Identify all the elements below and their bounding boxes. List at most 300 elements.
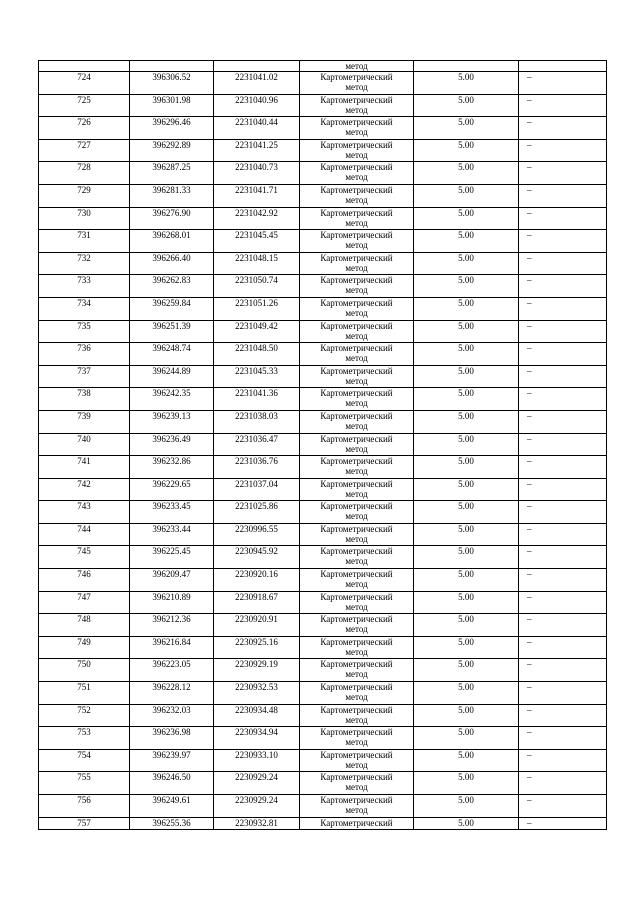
cell-accuracy: 5.00 bbox=[414, 636, 519, 659]
cell-method bbox=[300, 569, 414, 592]
cell-point-number: 738 bbox=[39, 388, 130, 411]
table-row bbox=[39, 184, 607, 207]
method-line-1: Картометрический bbox=[320, 72, 393, 82]
cell-point-number: 744 bbox=[39, 523, 130, 546]
cell-x bbox=[130, 61, 214, 72]
table-row bbox=[39, 230, 607, 253]
cell-accuracy: 5.00 bbox=[414, 659, 519, 682]
cell-x-coordinate: 396281.33 bbox=[130, 184, 214, 207]
method-line-2: метод bbox=[345, 669, 368, 680]
cell-y-coordinate: 2230996.55 bbox=[214, 523, 300, 546]
method-line-2: метод bbox=[345, 127, 368, 138]
cell-y-coordinate: 2230934.94 bbox=[214, 727, 300, 750]
cell-accuracy: 5.00 bbox=[414, 817, 519, 829]
cell-x-coordinate: 396239.13 bbox=[130, 410, 214, 433]
cell-x-coordinate: 396233.45 bbox=[130, 501, 214, 524]
cell-accuracy: 5.00 bbox=[414, 388, 519, 411]
cell-method bbox=[300, 456, 414, 479]
cell-y-coordinate: 2230932.81 bbox=[214, 817, 300, 829]
cell-note: – bbox=[519, 795, 607, 818]
cell-x-coordinate: 396268.01 bbox=[130, 230, 214, 253]
cell-y-coordinate: 2230945.92 bbox=[214, 546, 300, 569]
method-line-2: метод bbox=[345, 104, 368, 115]
cell-method bbox=[300, 795, 414, 818]
cell-note: – bbox=[519, 207, 607, 230]
cell-y-coordinate: 2231041.25 bbox=[214, 139, 300, 162]
cell-point-number: 757 bbox=[39, 817, 130, 829]
table-row bbox=[39, 410, 607, 433]
cell-accuracy: 5.00 bbox=[414, 410, 519, 433]
cell-note: – bbox=[519, 501, 607, 524]
cell-point-number: 742 bbox=[39, 478, 130, 501]
cell-x-coordinate: 396239.97 bbox=[130, 749, 214, 772]
method-line-2: метод bbox=[345, 285, 368, 296]
cell-x-coordinate: 396225.45 bbox=[130, 546, 214, 569]
cell-x-coordinate: 396242.35 bbox=[130, 388, 214, 411]
cell-method bbox=[300, 388, 414, 411]
cell-note: – bbox=[519, 162, 607, 185]
cell-accuracy: 5.00 bbox=[414, 501, 519, 524]
cell-y-coordinate: 2231025.86 bbox=[214, 501, 300, 524]
method-line-2: метод bbox=[345, 82, 368, 92]
cell-note: – bbox=[519, 230, 607, 253]
cell-point-number: 726 bbox=[39, 117, 130, 140]
cell-x-coordinate: 396249.61 bbox=[130, 795, 214, 818]
method-line-1: Картометрический bbox=[320, 795, 393, 805]
cell-y-coordinate: 2230920.91 bbox=[214, 614, 300, 637]
cell-method: Картометрический bbox=[300, 817, 414, 829]
cell-x-coordinate: 396248.74 bbox=[130, 343, 214, 366]
method-line-1: Картометрический bbox=[320, 478, 393, 489]
method-line-1: Картометрический bbox=[320, 410, 393, 421]
cell-point-number: 732 bbox=[39, 252, 130, 275]
cell-note: – bbox=[519, 523, 607, 546]
cell-y-coordinate: 2231045.33 bbox=[214, 365, 300, 388]
method-line-1: Картометрический bbox=[320, 456, 393, 467]
cell-accuracy: 5.00 bbox=[414, 365, 519, 388]
cell-method bbox=[300, 184, 414, 207]
cell-x-coordinate: 396236.98 bbox=[130, 727, 214, 750]
cell-x-coordinate: 396223.05 bbox=[130, 659, 214, 682]
cell-note: – bbox=[519, 456, 607, 479]
table-row bbox=[39, 501, 607, 524]
method-line-1: Картометрический bbox=[320, 682, 393, 693]
method-line-1: Картометрический bbox=[320, 704, 393, 715]
table-row bbox=[39, 478, 607, 501]
cell-y-coordinate: 2230933.10 bbox=[214, 749, 300, 772]
cell-note: – bbox=[519, 478, 607, 501]
table-row bbox=[39, 523, 607, 546]
table-row bbox=[39, 207, 607, 230]
cell-point-number: 756 bbox=[39, 795, 130, 818]
cell-note: – bbox=[519, 659, 607, 682]
cell-accuracy: 5.00 bbox=[414, 456, 519, 479]
cell-point-number: 741 bbox=[39, 456, 130, 479]
method-line-2: метод bbox=[345, 353, 368, 364]
cell-x-coordinate: 396233.44 bbox=[130, 523, 214, 546]
method-line-2: метод bbox=[345, 805, 368, 815]
table-row bbox=[39, 456, 607, 479]
cell-x-coordinate: 396306.52 bbox=[130, 72, 214, 95]
cell-method bbox=[300, 139, 414, 162]
method-line-1: Картометрический bbox=[320, 343, 393, 354]
table-row bbox=[39, 320, 607, 343]
method-line-1: Картометрический bbox=[320, 591, 393, 602]
cell-accuracy: 5.00 bbox=[414, 478, 519, 501]
method-line-1: Картометрический bbox=[320, 636, 393, 647]
cell-point-number: 753 bbox=[39, 727, 130, 750]
cell-note: – bbox=[519, 388, 607, 411]
cell-point-number: 751 bbox=[39, 682, 130, 705]
method-line-1: Картометрический bbox=[320, 388, 393, 399]
cell-y-coordinate: 2231040.44 bbox=[214, 117, 300, 140]
table-row bbox=[39, 569, 607, 592]
cell-accuracy: 5.00 bbox=[414, 614, 519, 637]
cell-x-coordinate: 396262.83 bbox=[130, 275, 214, 298]
cell-point-number: 748 bbox=[39, 614, 130, 637]
cell-point-number: 754 bbox=[39, 749, 130, 772]
table-row bbox=[39, 297, 607, 320]
cell-y-coordinate: 2231050.74 bbox=[214, 275, 300, 298]
cell-x-coordinate: 396301.98 bbox=[130, 94, 214, 117]
cell-point-number: 745 bbox=[39, 546, 130, 569]
cell-accuracy: 5.00 bbox=[414, 749, 519, 772]
cell-point-number: 755 bbox=[39, 772, 130, 795]
method-line-1: Картометрический bbox=[320, 365, 393, 376]
method-line-2: метод bbox=[345, 443, 368, 454]
cell-point-number: 740 bbox=[39, 433, 130, 456]
cell-note: – bbox=[519, 275, 607, 298]
method-line-2: метод bbox=[345, 240, 368, 251]
cell-y-coordinate: 2231048.15 bbox=[214, 252, 300, 275]
cell-method bbox=[300, 320, 414, 343]
cell-note: – bbox=[519, 365, 607, 388]
coordinates-table bbox=[38, 60, 607, 830]
method-line-1: Картометрический bbox=[320, 94, 393, 105]
cell-point-number: 739 bbox=[39, 410, 130, 433]
method-line-1: Картометрический bbox=[320, 501, 393, 512]
cell-accuracy: 5.00 bbox=[414, 117, 519, 140]
cell-y-coordinate: 2230932.53 bbox=[214, 682, 300, 705]
cell-x-coordinate: 396244.89 bbox=[130, 365, 214, 388]
method-line-2: метод bbox=[345, 556, 368, 567]
cell-y-coordinate: 2231049.42 bbox=[214, 320, 300, 343]
cell-accuracy: 5.00 bbox=[414, 252, 519, 275]
cell-y-coordinate: 2230918.67 bbox=[214, 591, 300, 614]
cell-x-coordinate: 396210.89 bbox=[130, 591, 214, 614]
cell-point-number: 743 bbox=[39, 501, 130, 524]
cell-x-coordinate: 396246.50 bbox=[130, 772, 214, 795]
method-line-1: Картометрический bbox=[320, 614, 393, 625]
cell-x-coordinate: 396229.65 bbox=[130, 478, 214, 501]
cell-y-coordinate: 2231036.76 bbox=[214, 456, 300, 479]
table-row bbox=[39, 388, 607, 411]
cell-point-number: 747 bbox=[39, 591, 130, 614]
cell-point-number: 728 bbox=[39, 162, 130, 185]
cell-note: – bbox=[519, 546, 607, 569]
cell-point-number: 749 bbox=[39, 636, 130, 659]
cell-method bbox=[300, 659, 414, 682]
cell-accuracy: 5.00 bbox=[414, 230, 519, 253]
table-row bbox=[39, 682, 607, 705]
cell-n bbox=[39, 61, 130, 72]
cell-x-coordinate: 396236.49 bbox=[130, 433, 214, 456]
cell-method bbox=[300, 501, 414, 524]
table-row bbox=[39, 117, 607, 140]
cell-note: – bbox=[519, 704, 607, 727]
cell-note: – bbox=[519, 297, 607, 320]
cell-accuracy: 5.00 bbox=[414, 139, 519, 162]
cell-y-coordinate: 2230934.48 bbox=[214, 704, 300, 727]
cell-method bbox=[300, 704, 414, 727]
method-line-1: Картометрический bbox=[320, 275, 393, 286]
cell-method bbox=[300, 117, 414, 140]
cell-x-coordinate: 396216.84 bbox=[130, 636, 214, 659]
cell-x-coordinate: 396255.36 bbox=[130, 817, 214, 829]
cell-accuracy: 5.00 bbox=[414, 94, 519, 117]
cell-method bbox=[300, 207, 414, 230]
cell-y-coordinate: 2230929.24 bbox=[214, 795, 300, 818]
cell-accuracy: 5.00 bbox=[414, 704, 519, 727]
cell-point-number: 734 bbox=[39, 297, 130, 320]
method-line-2: метод bbox=[345, 533, 368, 544]
cell-y-coordinate: 2231037.04 bbox=[214, 478, 300, 501]
method-line-2: метод bbox=[345, 579, 368, 590]
cell-note: – bbox=[519, 682, 607, 705]
cell-point-number: 733 bbox=[39, 275, 130, 298]
method-line-2: метод bbox=[345, 624, 368, 635]
cell-method bbox=[300, 162, 414, 185]
method-line-1: Картометрический bbox=[320, 749, 393, 760]
cell-accuracy: 5.00 bbox=[414, 320, 519, 343]
cell-accuracy bbox=[414, 61, 519, 72]
cell-note: – bbox=[519, 320, 607, 343]
cell-y bbox=[214, 61, 300, 72]
cell-x-coordinate: 396296.46 bbox=[130, 117, 214, 140]
method-line-1: Картометрический bbox=[320, 139, 393, 150]
cell-y-coordinate: 2231041.71 bbox=[214, 184, 300, 207]
cell-note: – bbox=[519, 72, 607, 95]
table-row bbox=[39, 636, 607, 659]
method-line-1: Картометрический bbox=[320, 659, 393, 670]
cell-note: – bbox=[519, 343, 607, 366]
method-line-2: метод bbox=[345, 398, 368, 409]
cell-point-number: 752 bbox=[39, 704, 130, 727]
cell-method bbox=[300, 94, 414, 117]
cell-method bbox=[300, 772, 414, 795]
cell-x-coordinate: 396287.25 bbox=[130, 162, 214, 185]
cell-y-coordinate: 2231036.47 bbox=[214, 433, 300, 456]
method-line-2: метод bbox=[345, 420, 368, 431]
cell-note: – bbox=[519, 749, 607, 772]
table-row bbox=[39, 772, 607, 795]
cell-point-number: 730 bbox=[39, 207, 130, 230]
cell-note: – bbox=[519, 636, 607, 659]
method-line-2: метод bbox=[345, 646, 368, 657]
cell-method bbox=[300, 614, 414, 637]
cell-method bbox=[300, 252, 414, 275]
cell-method: метод bbox=[300, 61, 414, 72]
table-row bbox=[39, 72, 607, 95]
cell-note: – bbox=[519, 252, 607, 275]
cell-note bbox=[519, 61, 607, 72]
table-row bbox=[39, 365, 607, 388]
method-line-2: метод bbox=[345, 714, 368, 725]
method-line-2: метод bbox=[345, 692, 368, 703]
method-line-2: метод bbox=[345, 262, 368, 273]
method-line-2: метод bbox=[345, 759, 368, 770]
method-line-1: Картометрический bbox=[320, 162, 393, 173]
table-row bbox=[39, 591, 607, 614]
cell-note: – bbox=[519, 772, 607, 795]
table-row bbox=[39, 139, 607, 162]
method-line-1: Картометрический bbox=[320, 230, 393, 241]
method-line-2: метод bbox=[345, 782, 368, 793]
cell-accuracy: 5.00 bbox=[414, 72, 519, 95]
table-row bbox=[39, 162, 607, 185]
cell-note: – bbox=[519, 433, 607, 456]
cell-point-number: 736 bbox=[39, 343, 130, 366]
cell-x-coordinate: 396259.84 bbox=[130, 297, 214, 320]
method-line-1: Картометрический bbox=[320, 207, 393, 218]
cell-note: – bbox=[519, 117, 607, 140]
cell-method bbox=[300, 591, 414, 614]
cell-y-coordinate: 2231041.02 bbox=[214, 72, 300, 95]
cell-method bbox=[300, 410, 414, 433]
cell-note: – bbox=[519, 139, 607, 162]
cell-accuracy: 5.00 bbox=[414, 795, 519, 818]
method-line-1: Картометрический bbox=[320, 546, 393, 557]
method-line-1: Картометрический bbox=[320, 523, 393, 534]
cell-y-coordinate: 2231051.26 bbox=[214, 297, 300, 320]
cell-method bbox=[300, 343, 414, 366]
cell-accuracy: 5.00 bbox=[414, 297, 519, 320]
table-row bbox=[39, 727, 607, 750]
cell-point-number: 724 bbox=[39, 72, 130, 95]
cell-accuracy: 5.00 bbox=[414, 184, 519, 207]
cell-note: – bbox=[519, 184, 607, 207]
cell-note: – bbox=[519, 94, 607, 117]
method-line-2: метод bbox=[345, 601, 368, 612]
cell-y-coordinate: 2231048.50 bbox=[214, 343, 300, 366]
cell-y-coordinate: 2231041.36 bbox=[214, 388, 300, 411]
method-line-1: Картометрический bbox=[320, 184, 393, 195]
table-row bbox=[39, 275, 607, 298]
cell-x-coordinate: 396209.47 bbox=[130, 569, 214, 592]
table-row bbox=[39, 795, 607, 818]
cell-y-coordinate: 2231038.03 bbox=[214, 410, 300, 433]
cell-y-coordinate: 2230929.24 bbox=[214, 772, 300, 795]
method-line-1: Картометрический bbox=[320, 297, 393, 308]
table-row bbox=[39, 252, 607, 275]
method-line-1: Картометрический bbox=[320, 772, 393, 783]
cell-point-number: 729 bbox=[39, 184, 130, 207]
cell-accuracy: 5.00 bbox=[414, 523, 519, 546]
cell-x-coordinate: 396251.39 bbox=[130, 320, 214, 343]
cell-method bbox=[300, 275, 414, 298]
method-line-2: метод bbox=[345, 194, 368, 205]
cell-method bbox=[300, 682, 414, 705]
table-row bbox=[39, 704, 607, 727]
method-line-1: Картометрический bbox=[320, 569, 393, 580]
cell-x-coordinate: 396292.89 bbox=[130, 139, 214, 162]
cell-accuracy: 5.00 bbox=[414, 433, 519, 456]
method-line-2: метод bbox=[345, 217, 368, 228]
cell-accuracy: 5.00 bbox=[414, 207, 519, 230]
cell-accuracy: 5.00 bbox=[414, 275, 519, 298]
method-line-1: Картометрический bbox=[320, 117, 393, 128]
cell-note: – bbox=[519, 591, 607, 614]
cell-y-coordinate: 2231040.96 bbox=[214, 94, 300, 117]
method-line-2: метод bbox=[345, 307, 368, 318]
cell-y-coordinate: 2230920.16 bbox=[214, 569, 300, 592]
cell-x-coordinate: 396276.90 bbox=[130, 207, 214, 230]
cell-method bbox=[300, 749, 414, 772]
method-line-2: метод bbox=[345, 511, 368, 522]
cell-method bbox=[300, 433, 414, 456]
cell-accuracy: 5.00 bbox=[414, 162, 519, 185]
method-line-2: метод bbox=[345, 375, 368, 386]
cell-point-number: 737 bbox=[39, 365, 130, 388]
method-line-2: метод bbox=[345, 737, 368, 748]
cell-x-coordinate: 396228.12 bbox=[130, 682, 214, 705]
table-row bbox=[39, 343, 607, 366]
cell-method bbox=[300, 230, 414, 253]
method-line-2: метод bbox=[345, 488, 368, 499]
table-row bbox=[39, 433, 607, 456]
cell-accuracy: 5.00 bbox=[414, 772, 519, 795]
cell-point-number: 725 bbox=[39, 94, 130, 117]
cell-x-coordinate: 396232.86 bbox=[130, 456, 214, 479]
cell-point-number: 735 bbox=[39, 320, 130, 343]
cell-method bbox=[300, 523, 414, 546]
cell-note: – bbox=[519, 614, 607, 637]
cell-point-number: 746 bbox=[39, 569, 130, 592]
continued-row bbox=[39, 61, 607, 72]
cell-note: – bbox=[519, 410, 607, 433]
cell-y-coordinate: 2230929.19 bbox=[214, 659, 300, 682]
cell-method bbox=[300, 365, 414, 388]
cell-accuracy: 5.00 bbox=[414, 682, 519, 705]
cell-note: – bbox=[519, 817, 607, 829]
cell-y-coordinate: 2231045.45 bbox=[214, 230, 300, 253]
table-row bbox=[39, 817, 607, 829]
cell-note: – bbox=[519, 727, 607, 750]
cell-method bbox=[300, 636, 414, 659]
method-line-1: Картометрический bbox=[320, 320, 393, 331]
method-line-1: Картометрический bbox=[320, 252, 393, 263]
cell-method bbox=[300, 727, 414, 750]
cell-method bbox=[300, 297, 414, 320]
method-line-1: Картометрический bbox=[320, 727, 393, 738]
cell-x-coordinate: 396232.03 bbox=[130, 704, 214, 727]
cell-y-coordinate: 2230925.16 bbox=[214, 636, 300, 659]
cell-x-coordinate: 396266.40 bbox=[130, 252, 214, 275]
cell-method bbox=[300, 546, 414, 569]
cell-point-number: 750 bbox=[39, 659, 130, 682]
method-line-1: Картометрический bbox=[320, 433, 393, 444]
cell-method bbox=[300, 478, 414, 501]
method-line-2: метод bbox=[345, 466, 368, 477]
table-row bbox=[39, 659, 607, 682]
cell-y-coordinate: 2231040.73 bbox=[214, 162, 300, 185]
table-row bbox=[39, 749, 607, 772]
cell-accuracy: 5.00 bbox=[414, 343, 519, 366]
cell-point-number: 727 bbox=[39, 139, 130, 162]
cell-method bbox=[300, 72, 414, 95]
table-row bbox=[39, 94, 607, 117]
cell-accuracy: 5.00 bbox=[414, 591, 519, 614]
